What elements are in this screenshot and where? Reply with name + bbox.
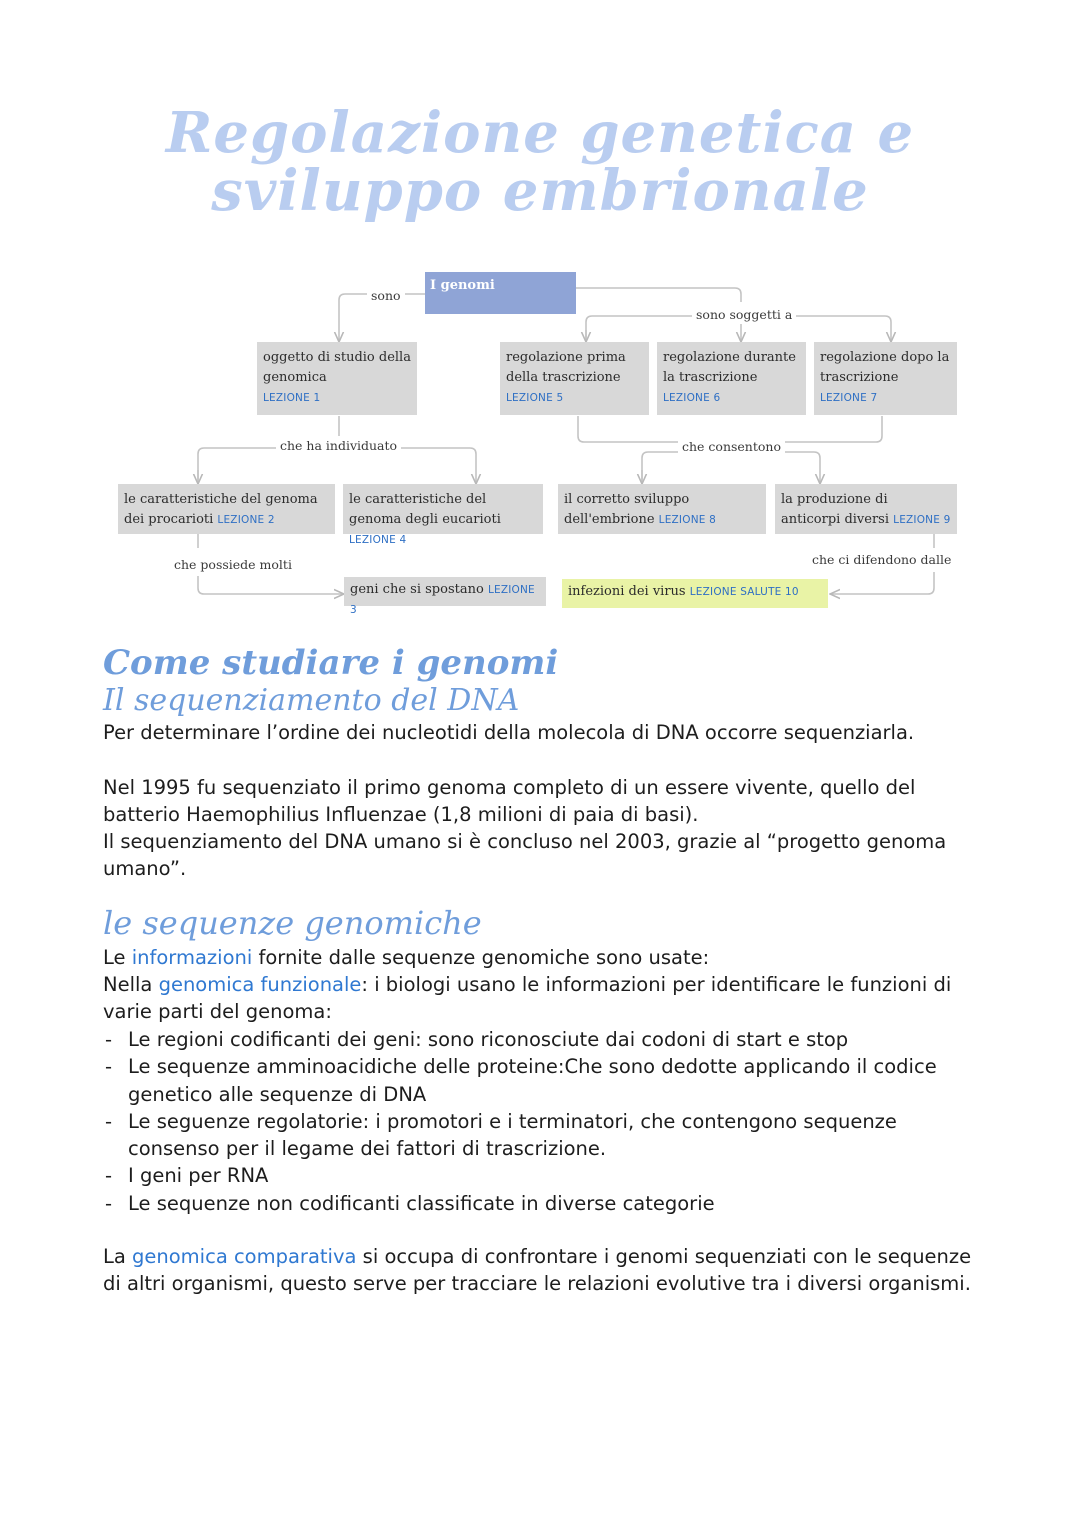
map-box-lesson: LEZIONE 7	[820, 392, 878, 404]
map-box-virus	[562, 579, 828, 608]
list-item: - Le regioni codificanti dei geni: sono riconosciute dai codoni di start e stop	[103, 1026, 973, 1053]
map-box-text: regolazione dopo la trascrizione	[820, 350, 950, 385]
page-title-line-2: sviluppo embrionale	[211, 158, 869, 224]
map-box-anticorpi	[775, 484, 957, 534]
list-item: - Le sequenze non codificanti classificate in diverse categorie	[103, 1190, 973, 1217]
paragraph-genomica-comparativa	[103, 1243, 973, 1298]
highlight-informazioni: informazioni	[131, 946, 253, 969]
map-box-lesson: LEZIONE 6	[663, 392, 721, 404]
text-fragment: fornite dalle sequenze genomiche sono usate:	[252, 946, 710, 969]
map-root-label: I genomi	[430, 278, 495, 293]
text-fragment: La	[103, 1245, 133, 1268]
map-box-lesson: LEZIONE 1	[263, 392, 321, 404]
connector-sono-soggetti-a: sono soggetti a	[692, 307, 796, 323]
connector-sono: sono	[367, 288, 405, 304]
text-fragment: Nella	[103, 973, 159, 996]
map-box-text: le caratteristiche del genoma dei procarioti	[124, 492, 318, 527]
list-item: - Le sequenze amminoacidiche delle proteine:Che sono dedotte applicando il codice genetico alle sequenze di DNA	[103, 1053, 973, 1108]
map-box-eucarioti	[343, 484, 543, 546]
map-box-genomica	[257, 342, 417, 415]
map-box-lesson: LEZIONE 2	[217, 514, 275, 526]
map-box-text: oggetto di studio della genomica	[263, 350, 411, 385]
connector-che-ci-difendono-dalle: che ci difendono dalle	[808, 552, 955, 568]
paragraph-1995: Nel 1995 fu sequenziato il primo genoma completo di un essere vivente, quello del batterio Haemophilius Influenzae (1,8 milioni di paia di basi).	[103, 776, 916, 827]
map-box-lesson: LEZIONE 8	[658, 514, 717, 526]
page-title-line-1: Regolazione genetica e	[165, 100, 915, 166]
genome-function-list	[103, 1026, 973, 1217]
text-fragment: si occupa di confrontare i genomi sequenziati con le sequenze di altri organismi, questo serve per tracciare le relazioni evolutive tra i diversi organismi.	[103, 1245, 972, 1296]
map-box-text: infezioni dei virus	[568, 584, 686, 599]
paragraph-genomica-funzionale	[103, 971, 993, 1026]
section-heading-sequenze-genomiche: le sequenze genomiche	[103, 904, 482, 942]
map-box-procarioti	[118, 484, 335, 534]
map-box-lesson: LEZIONE SALUTE 10	[689, 586, 799, 598]
map-box-text: la produzione di anticorpi diversi	[781, 492, 889, 527]
map-box-sviluppo	[558, 484, 766, 534]
map-box-regolazione-dopo	[814, 342, 957, 415]
connector-che-possiede-molti: che possiede molti	[170, 557, 296, 573]
map-box-text: geni che si spostano	[350, 582, 484, 597]
map-box-lesson: LEZIONE 4	[349, 534, 407, 546]
map-box-lesson: LEZIONE 9	[893, 514, 951, 526]
connector-che-consentono: che consentono	[678, 439, 785, 455]
paragraph-informazioni	[103, 944, 993, 971]
text-fragment: Le	[103, 946, 132, 969]
map-box-text: il corretto sviluppo dell'embrione	[564, 492, 690, 527]
paragraph-sequenziare: Per determinare l’ordine dei nucleotidi della molecola di DNA occorre sequenziarla.	[103, 721, 915, 744]
list-item: - I geni per RNA	[103, 1162, 973, 1189]
map-box-lesson: LEZIONE 5	[506, 392, 564, 404]
map-box-text: regolazione prima della trascrizione	[506, 350, 626, 385]
map-box-text: le caratteristiche del genoma degli eucarioti	[349, 492, 501, 527]
text-fragment: : i biologi usano le informazioni per identificare le funzioni di varie parti del genoma:	[103, 973, 952, 1024]
paragraph-2003: Il sequenziamento del DNA umano si è concluso nel 2003, grazie al “progetto genoma umano”.	[103, 830, 947, 881]
concept-map	[0, 0, 1080, 620]
subheading-sequenziamento: Il sequenziamento del DNA	[103, 683, 520, 718]
map-box-text: regolazione durante la trascrizione	[663, 350, 796, 385]
connector-che-ha-individuato: che ha individuato	[276, 438, 401, 454]
map-box-lesson: LEZIONE 3	[350, 584, 535, 616]
map-box-geni	[344, 577, 546, 616]
map-box-regolazione-prima	[500, 342, 649, 415]
highlight-genomica-comparativa: genomica comparativa	[132, 1245, 357, 1268]
map-root-genomi	[425, 272, 576, 314]
highlight-genomica-funzionale: genomica funzionale	[158, 973, 362, 996]
map-box-regolazione-durante	[657, 342, 806, 415]
section-heading-come-studiare: Come studiare i genomi	[103, 643, 559, 683]
list-item: - Le seguenze regolatorie: i promotori e i terminatori, che contengono sequenze consenso per il legame dei fattori di trascrizione.	[103, 1108, 973, 1163]
